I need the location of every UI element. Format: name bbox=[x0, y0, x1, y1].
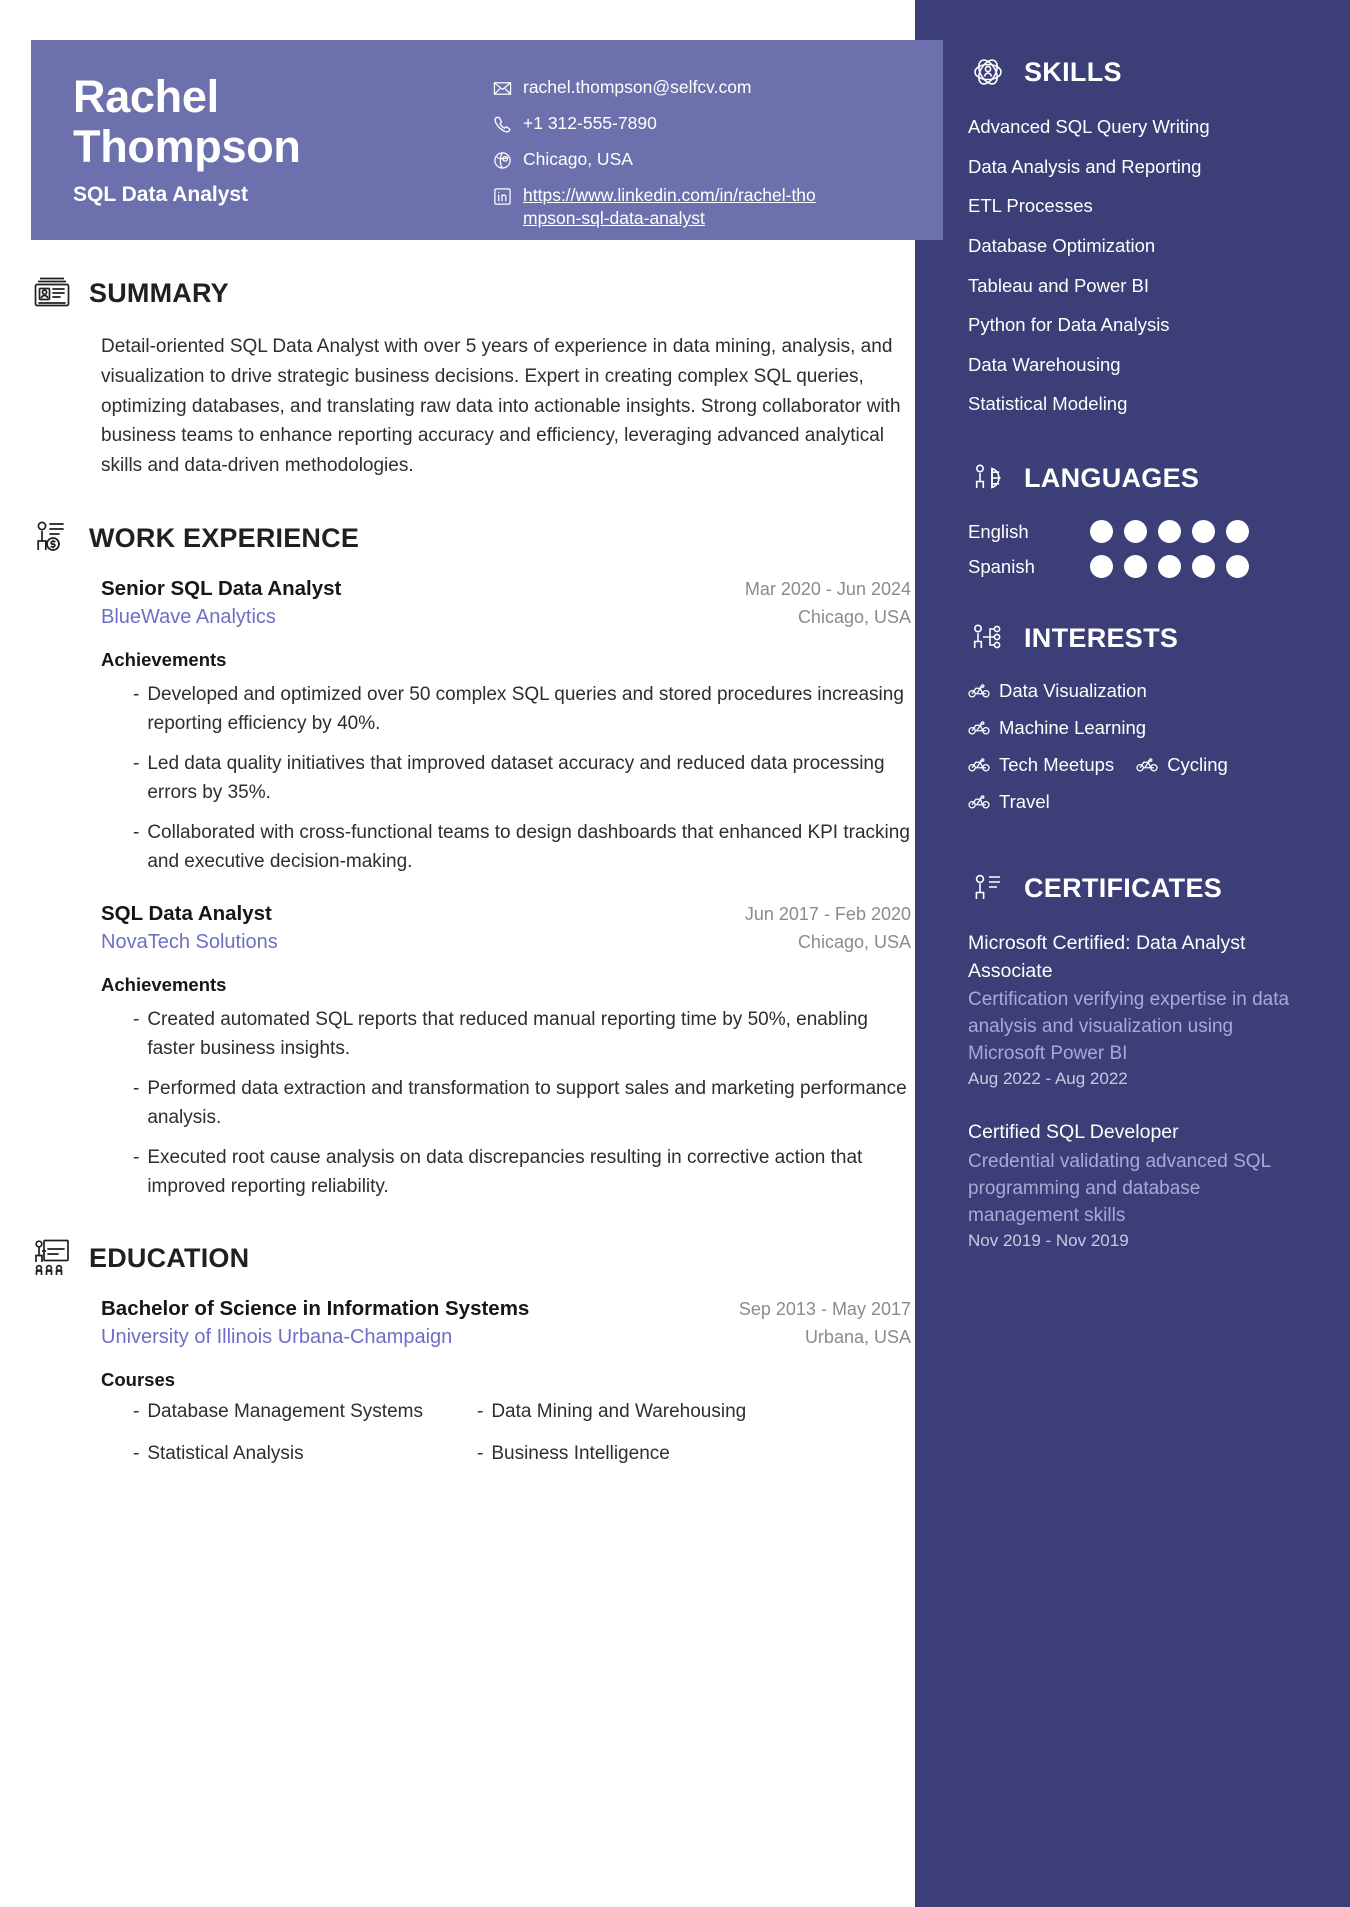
course-text: Business Intelligence bbox=[491, 1443, 670, 1465]
bicycle-icon bbox=[968, 794, 990, 810]
name-block bbox=[73, 72, 493, 207]
interests-title: INTERESTS bbox=[1024, 622, 1179, 653]
level-dot bbox=[1124, 520, 1147, 543]
level-dot bbox=[1090, 555, 1113, 578]
education-entry bbox=[101, 1297, 911, 1465]
interests-list bbox=[968, 680, 1312, 828]
work-experience-header bbox=[31, 517, 911, 559]
education-section bbox=[31, 1237, 911, 1465]
contact-email-row bbox=[493, 76, 828, 99]
skill-item: Python for Data Analysis bbox=[968, 314, 1170, 336]
interest-label: Travel bbox=[999, 791, 1050, 812]
work-role: SQL Data Analyst bbox=[101, 902, 272, 926]
skill-item: Data Warehousing bbox=[968, 353, 1121, 375]
work-location: Chicago, USA bbox=[797, 607, 911, 628]
education-location: Urbana, USA bbox=[804, 1327, 911, 1348]
phone-icon bbox=[493, 115, 512, 134]
courses-label: Courses bbox=[101, 1369, 176, 1391]
languages-list bbox=[968, 520, 1312, 578]
bullet-text: Created automated SQL reports that reduced manual reporting time by 50%, enabling faster business insights. bbox=[147, 1009, 868, 1059]
bullet-dash: - bbox=[133, 1009, 140, 1031]
education-entry-sub bbox=[101, 1326, 911, 1349]
education-degree: Bachelor of Science in Information Systems bbox=[101, 1297, 530, 1321]
course-text: Database Management Systems bbox=[147, 1401, 423, 1423]
level-dot bbox=[1158, 555, 1181, 578]
work-bullet bbox=[101, 750, 911, 807]
interest-item bbox=[968, 754, 1114, 776]
bicycle-icon bbox=[968, 757, 990, 773]
work-bullet bbox=[101, 1144, 911, 1201]
level-dot bbox=[1090, 520, 1113, 543]
level-dot bbox=[1124, 555, 1147, 578]
interests-header bbox=[968, 618, 1312, 658]
certificate-description: Credential validating advanced SQL programming and database management skills bbox=[968, 1150, 1271, 1226]
course-item bbox=[133, 1401, 477, 1423]
person-money-icon bbox=[31, 517, 73, 559]
skills-title: SKILLS bbox=[1024, 56, 1122, 87]
bullet-dash: - bbox=[133, 822, 140, 844]
envelope-icon bbox=[493, 79, 512, 98]
bullet-dash: - bbox=[133, 1078, 140, 1100]
certificate-title: Microsoft Certified: Data Analyst Associate bbox=[968, 932, 1246, 982]
globe-icon bbox=[493, 151, 512, 170]
work-bullet bbox=[101, 1075, 911, 1132]
bullet-dash: - bbox=[477, 1443, 484, 1465]
level-dot bbox=[1192, 520, 1215, 543]
candidate-job-title: SQL Data Analyst bbox=[73, 182, 249, 206]
bullet-text: Led data quality initiatives that improved dataset accuracy and reduced data processing errors by 35%. bbox=[147, 753, 885, 803]
bicycle-icon bbox=[968, 683, 990, 699]
interest-label: Cycling bbox=[1167, 754, 1228, 775]
bullet-text: Performed data extraction and transformation to support sales and marketing performance analysis. bbox=[147, 1078, 907, 1128]
work-bullet bbox=[101, 1006, 911, 1063]
work-date: Jun 2017 - Feb 2020 bbox=[744, 904, 911, 925]
certificate-description: Certification verifying expertise in data analysis and visualization using Microsoft Power BI bbox=[968, 989, 1290, 1065]
interest-item bbox=[968, 680, 1147, 702]
interest-item bbox=[968, 791, 1050, 813]
work-experience-title: WORK EXPERIENCE bbox=[89, 522, 360, 553]
work-location: Chicago, USA bbox=[797, 932, 911, 953]
interest-label: Machine Learning bbox=[999, 717, 1147, 738]
skills-list bbox=[968, 114, 1312, 418]
interest-label: Data Visualization bbox=[999, 680, 1147, 701]
level-dot bbox=[1158, 520, 1181, 543]
course-text: Statistical Analysis bbox=[147, 1443, 304, 1465]
course-item bbox=[477, 1443, 821, 1465]
interest-item bbox=[1136, 754, 1228, 776]
level-dot bbox=[1226, 520, 1249, 543]
bullet-text: Developed and optimized over 50 complex SQL queries and stored procedures increasing reporting efficiency by 40%. bbox=[147, 684, 904, 734]
work-date: Mar 2020 - Jun 2024 bbox=[744, 579, 911, 600]
work-entry bbox=[101, 577, 911, 876]
bullet-dash: - bbox=[133, 1443, 140, 1465]
education-entries bbox=[31, 1297, 911, 1465]
person-network-icon bbox=[968, 618, 1008, 658]
education-school: University of Illinois Urbana-Champaign bbox=[101, 1326, 453, 1349]
bullet-dash: - bbox=[133, 1147, 140, 1169]
language-name: Spanish bbox=[968, 555, 1035, 577]
courses-grid bbox=[101, 1401, 821, 1465]
work-entry-sub bbox=[101, 931, 911, 954]
course-text: Data Mining and Warehousing bbox=[491, 1401, 747, 1423]
bullet-text: Collaborated with cross-functional teams to design dashboards that enhanced KPI tracking and executive decision-making. bbox=[147, 822, 910, 872]
languages-header bbox=[968, 458, 1312, 498]
interest-label: Tech Meetups bbox=[999, 754, 1115, 775]
bicycle-icon bbox=[968, 720, 990, 736]
contact-block bbox=[493, 72, 828, 243]
id-card-icon bbox=[31, 272, 73, 314]
interests-section bbox=[968, 618, 1312, 828]
resume-header bbox=[31, 40, 943, 240]
work-entry-sub bbox=[101, 606, 911, 629]
language-row bbox=[968, 520, 1312, 543]
certificates-header bbox=[968, 868, 1312, 908]
work-role: Senior SQL Data Analyst bbox=[101, 577, 342, 601]
person-globe-icon bbox=[968, 458, 1008, 498]
bullet-dash: - bbox=[133, 753, 140, 775]
presentation-board-icon bbox=[31, 1237, 73, 1279]
contact-phone[interactable]: +1 312-555-7890 bbox=[523, 113, 657, 134]
education-date: Sep 2013 - May 2017 bbox=[738, 1299, 911, 1320]
skills-header bbox=[968, 52, 1312, 92]
contact-email[interactable]: rachel.thompson@selfcv.com bbox=[523, 77, 752, 97]
work-entries bbox=[31, 577, 911, 1201]
main-content bbox=[31, 272, 911, 1501]
sidebar bbox=[915, 0, 1350, 1907]
language-name: English bbox=[968, 520, 1029, 542]
contact-linkedin-url[interactable]: https://www.linkedin.com/in/rachel-thompson-sql-data-analyst bbox=[523, 185, 816, 229]
skill-item: Tableau and Power BI bbox=[968, 274, 1150, 296]
course-item bbox=[477, 1401, 821, 1423]
skills-atom-icon bbox=[968, 52, 1008, 92]
skill-item: Statistical Modeling bbox=[968, 393, 1128, 415]
skill-item: Database Optimization bbox=[968, 234, 1156, 256]
education-header bbox=[31, 1237, 911, 1279]
work-organization: NovaTech Solutions bbox=[101, 931, 278, 954]
achievements-label: Achievements bbox=[101, 974, 227, 996]
summary-text: Detail-oriented SQL Data Analyst with over 5 years of experience in data mining, analysis, and visualization to drive strategic business decisions. Expert in creating complex SQL queries, optimizing databases, and translating raw data into actionable insights. Strong collaborator with business teams to enhance reporting accuracy and efficiency, leveraging advanced analytical skills and data-driven methodologies. bbox=[101, 336, 901, 477]
language-level-dots bbox=[1090, 520, 1249, 543]
interest-item bbox=[968, 717, 1146, 739]
summary-body bbox=[31, 332, 911, 481]
certificate-item bbox=[968, 1119, 1312, 1251]
achievements-label: Achievements bbox=[101, 649, 227, 671]
level-dot bbox=[1226, 555, 1249, 578]
education-title: EDUCATION bbox=[89, 1242, 250, 1273]
bullet-dash: - bbox=[133, 1401, 140, 1423]
work-entry-top bbox=[101, 902, 911, 926]
summary-header bbox=[31, 272, 911, 314]
skill-item: Data Analysis and Reporting bbox=[968, 155, 1202, 177]
certificate-date: Nov 2019 - Nov 2019 bbox=[968, 1230, 1129, 1250]
certificate-date: Aug 2022 - Aug 2022 bbox=[968, 1069, 1128, 1089]
work-bullet bbox=[101, 681, 911, 738]
work-organization: BlueWave Analytics bbox=[101, 606, 276, 629]
work-entry-top bbox=[101, 577, 911, 601]
languages-title: LANGUAGES bbox=[1024, 462, 1200, 493]
contact-linkedin-row bbox=[493, 184, 828, 230]
linkedin-icon bbox=[493, 187, 512, 206]
contact-location-row bbox=[493, 148, 828, 171]
skill-item: Advanced SQL Query Writing bbox=[968, 116, 1210, 137]
language-level-dots bbox=[1090, 555, 1249, 578]
skill-item: ETL Processes bbox=[968, 195, 1093, 217]
level-dot bbox=[1192, 555, 1215, 578]
education-entry-top bbox=[101, 1297, 911, 1321]
course-item bbox=[133, 1443, 477, 1465]
certificate-item bbox=[968, 930, 1312, 1089]
skills-section bbox=[968, 52, 1312, 418]
contact-location: Chicago, USA bbox=[523, 149, 633, 170]
contact-phone-row bbox=[493, 112, 828, 135]
work-bullet bbox=[101, 819, 911, 876]
bicycle-icon bbox=[1136, 757, 1158, 773]
certificate-title: Certified SQL Developer bbox=[968, 1121, 1179, 1144]
name-line-2: Thompson bbox=[73, 121, 301, 173]
candidate-name bbox=[73, 72, 493, 173]
summary-section bbox=[31, 272, 911, 481]
person-lines-icon bbox=[968, 868, 1008, 908]
language-row bbox=[968, 555, 1312, 578]
languages-section bbox=[968, 458, 1312, 578]
bullet-dash: - bbox=[133, 684, 140, 706]
work-experience-section bbox=[31, 517, 911, 1201]
certificates-section bbox=[968, 868, 1312, 1251]
certificates-title: CERTIFICATES bbox=[1024, 872, 1223, 903]
bullet-dash: - bbox=[477, 1401, 484, 1423]
bullet-text: Executed root cause analysis on data discrepancies resulting in corrective action that improved reporting reliability. bbox=[147, 1147, 863, 1197]
work-entry bbox=[101, 902, 911, 1201]
name-line-1: Rachel bbox=[73, 71, 219, 122]
summary-title: SUMMARY bbox=[89, 277, 229, 308]
